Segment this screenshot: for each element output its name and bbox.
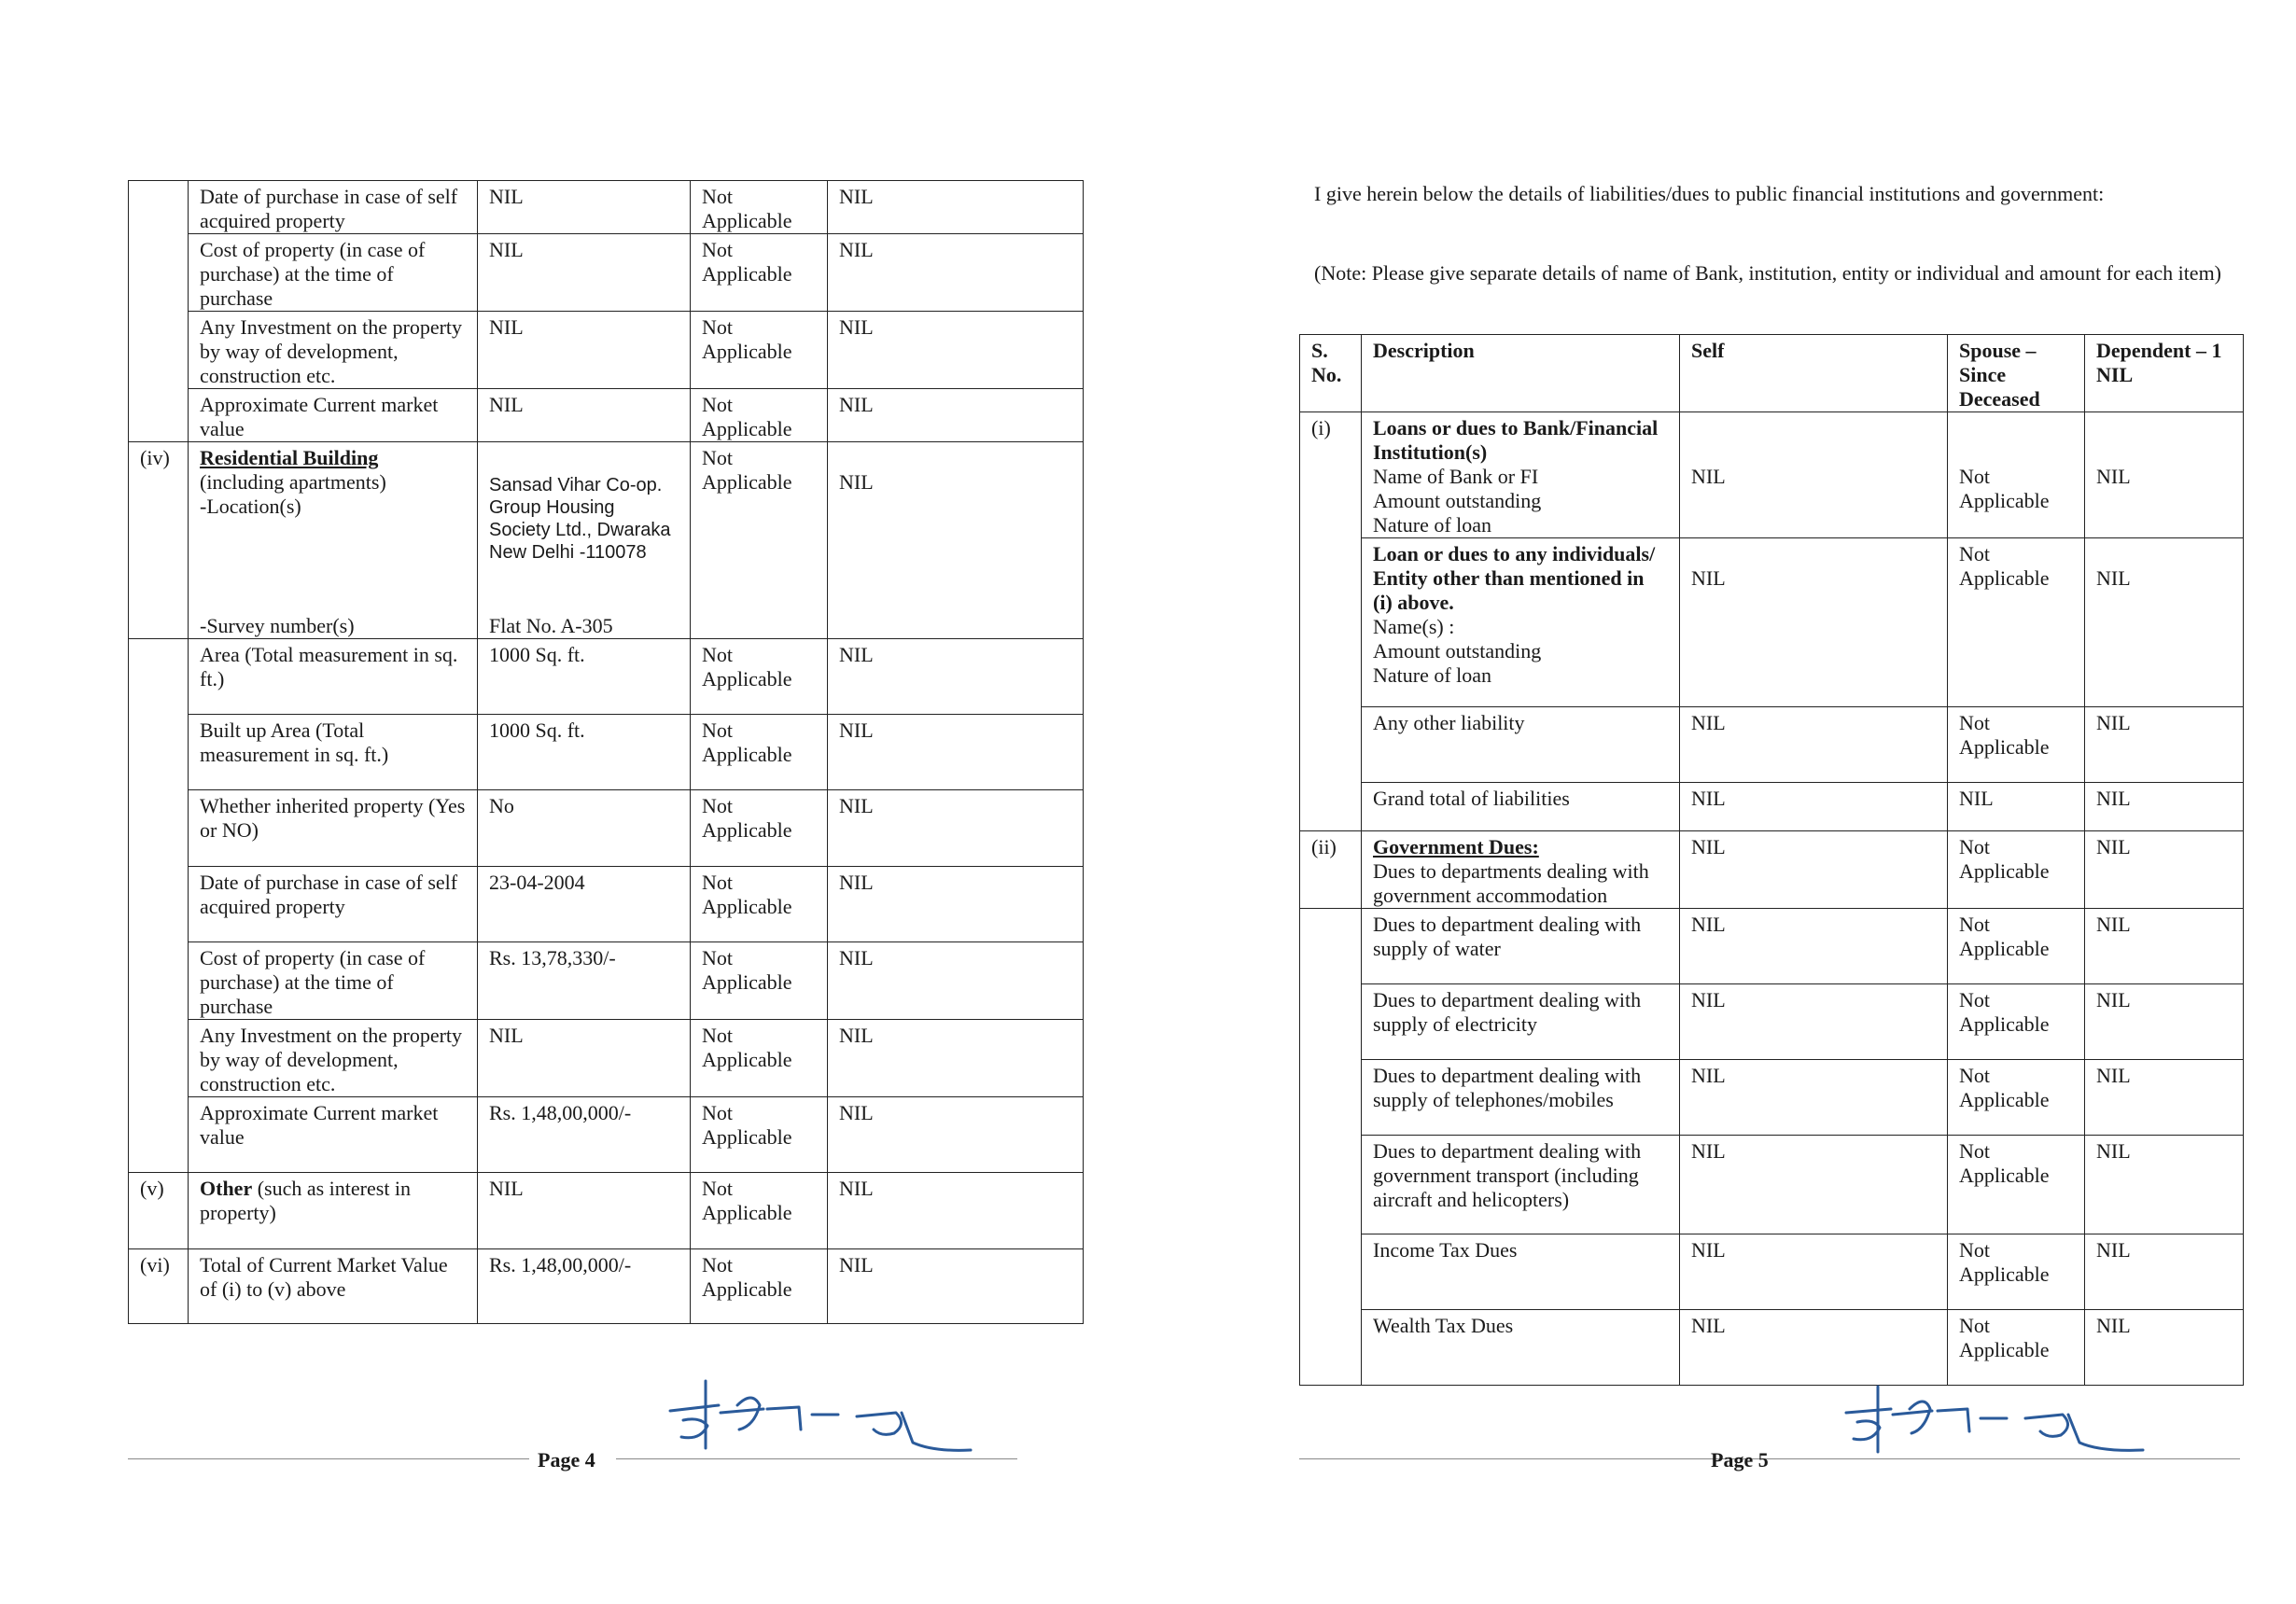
table-row [129, 1020, 1084, 1097]
row-label: Dues to department dealing with supply of electricity [1362, 984, 1680, 1060]
signature [1839, 1381, 2156, 1465]
grand-total-row [1300, 783, 2244, 831]
table-row [1300, 984, 2244, 1060]
dependent-value: NIL [828, 790, 1084, 867]
self-value: NIL [478, 1173, 691, 1249]
dependent-cell [2085, 412, 2244, 538]
row-label: Dues to department dealing with supply of telephones/mobiles [1362, 1060, 1680, 1136]
serial-number: (ii) [1300, 831, 1362, 909]
spouse-value: NIL [1948, 783, 2085, 831]
table-row [129, 942, 1084, 1020]
intro-text: I give herein below the details of liabilities/dues to public financial institutions and government: [1314, 182, 2105, 205]
table-row [129, 234, 1084, 312]
self-value: NIL [478, 312, 691, 389]
page-5 [1148, 0, 2296, 1604]
footer-rule-left [128, 1458, 529, 1459]
liabilities-table [1299, 334, 2244, 1386]
dependent-value: NIL [828, 1097, 1084, 1173]
residential-label-cell [189, 442, 478, 639]
spouse-value: Not Applicable [691, 312, 828, 389]
dependent-value: NIL [828, 234, 1084, 312]
loans-line: Amount outstanding [1373, 489, 1542, 512]
flat-value: Flat No. A-305 [489, 614, 613, 637]
dependent-cell [2085, 538, 2244, 707]
loans-description [1362, 412, 1680, 538]
dependent-value: NIL [828, 867, 1084, 942]
spouse-value: Not Applicable [691, 234, 828, 312]
self-value: NIL [1680, 1310, 1948, 1386]
serial-cell [129, 181, 189, 442]
row-label: Grand total of liabilities [1362, 783, 1680, 831]
row-label-cell [189, 1173, 478, 1249]
spouse-value: Not Applicable [691, 1097, 828, 1173]
serial-number: (i) [1300, 412, 1362, 831]
serial-number: (v) [129, 1173, 189, 1249]
row-label: Approximate Current market value [189, 389, 478, 442]
signature [663, 1372, 980, 1465]
self-value: Rs. 1,48,00,000/- [478, 1097, 691, 1173]
page-number: Page 4 [538, 1448, 595, 1471]
dependent-value: NIL [2085, 707, 2244, 783]
spouse-value: Not Applicable [1948, 831, 2085, 909]
total-row [129, 1249, 1084, 1324]
dependent-value: NIL [828, 715, 1084, 790]
spouse-value: Not Applicable [1948, 1060, 2085, 1136]
dependent-cell [828, 442, 1084, 639]
dependent-value: NIL [2085, 984, 2244, 1060]
row-label: Income Tax Dues [1362, 1234, 1680, 1310]
spouse-value: Not Applicable [1948, 1234, 2085, 1310]
spouse-value: Not Applicable [691, 1173, 828, 1249]
dependent-value: NIL [2085, 831, 2244, 909]
row-label: Dues to department dealing with government transport (including aircraft and helicopters) [1362, 1136, 1680, 1234]
dependent-value: NIL [828, 942, 1084, 1020]
self-value: NIL [478, 234, 691, 312]
self-value: NIL [1680, 831, 1948, 909]
dependent-value: NIL [2096, 465, 2131, 488]
spouse-value: Not Applicable [691, 442, 828, 639]
table-row [1300, 1234, 2244, 1310]
table-header-row [1300, 335, 2244, 412]
spouse-value: Not Applicable [1948, 909, 2085, 984]
self-value: NIL [1680, 984, 1948, 1060]
self-cell [1680, 538, 1948, 707]
header-sno: S. No. [1300, 335, 1362, 412]
dependent-value: NIL [2085, 783, 2244, 831]
government-dues-row [1300, 831, 2244, 909]
row-label: Date of purchase in case of self acquired property [189, 867, 478, 942]
serial-cell [1300, 909, 1362, 1386]
table-row [1300, 909, 2244, 984]
self-value: 1000 Sq. ft. [478, 639, 691, 715]
other-label-rest: (such as interest in property) [200, 1177, 412, 1224]
spouse-value: Not Applicable [691, 1249, 828, 1324]
total-label: Total of Current Market Value of (i) to (v) above [189, 1249, 478, 1324]
other-liability-row [1300, 707, 2244, 783]
dependent-value: NIL [2085, 1310, 2244, 1386]
spouse-value: Not Applicable [1948, 707, 2085, 783]
self-value: No [478, 790, 691, 867]
self-value: 1000 Sq. ft. [478, 715, 691, 790]
spouse-value: Not Applicable [1948, 1136, 2085, 1234]
row-label: Built up Area (Total measurement in sq. ft.) [189, 715, 478, 790]
header-description: Description [1362, 335, 1680, 412]
residential-self-cell [478, 442, 691, 639]
self-value: NIL [478, 181, 691, 234]
loans-line: Nature of loan [1373, 513, 1492, 537]
loans-title: Loans or dues to Bank/Financial Institution(s) [1373, 416, 1659, 464]
location-label: -Location(s) [200, 495, 301, 518]
dependent-value: NIL [828, 1173, 1084, 1249]
table-row [129, 790, 1084, 867]
self-value: Rs. 13,78,330/- [478, 942, 691, 1020]
loans-row [1300, 412, 2244, 538]
spouse-cell [1948, 412, 2085, 538]
table-row [129, 867, 1084, 942]
self-value: NIL [1680, 1136, 1948, 1234]
spouse-value: Not Applicable [1948, 538, 2085, 707]
individuals-description [1362, 538, 1680, 707]
residential-title: Residential Building [200, 446, 379, 469]
table-row [129, 639, 1084, 715]
dependent-value: NIL [828, 1020, 1084, 1097]
header-self: Self [1680, 335, 1948, 412]
survey-label: -Survey number(s) [200, 614, 355, 637]
other-label-bold: Other [200, 1177, 253, 1200]
row-label: Cost of property (in case of purchase) at the time of purchase [189, 942, 478, 1020]
gov-dues-title: Government Dues: [1373, 835, 1539, 858]
dependent-value: NIL [2096, 566, 2131, 590]
location-value: Sansad Vihar Co-op. Group Housing Society Ltd., Dwaraka New Delhi -110078 [489, 475, 671, 563]
self-value: Rs. 1,48,00,000/- [478, 1249, 691, 1324]
dependent-value: NIL [828, 1249, 1084, 1324]
table-row [129, 181, 1084, 234]
spouse-value: Not Applicable [691, 389, 828, 442]
loans-line: Name of Bank or FI [1373, 465, 1539, 488]
spouse-value: Not Applicable [1948, 984, 2085, 1060]
dependent-value: NIL [2085, 1234, 2244, 1310]
spouse-value: Not Applicable [1959, 465, 2050, 512]
table-row [129, 389, 1084, 442]
row-label: Dues to department dealing with supply of water [1362, 909, 1680, 984]
spouse-value: Not Applicable [691, 790, 828, 867]
row-label: Any other liability [1362, 707, 1680, 783]
spouse-value: Not Applicable [691, 867, 828, 942]
self-value: NIL [1680, 783, 1948, 831]
dependent-value: NIL [828, 312, 1084, 389]
dependent-value: NIL [828, 181, 1084, 234]
spouse-value: Not Applicable [691, 1020, 828, 1097]
individuals-line: Amount outstanding [1373, 639, 1542, 663]
self-value: NIL [1680, 707, 1948, 783]
self-value: NIL [478, 389, 691, 442]
header-dependent: Dependent – 1 NIL [2085, 335, 2244, 412]
individuals-title: Loan or dues to any individuals/ Entity other than mentioned in (i) above. [1373, 542, 1656, 614]
row-label: Approximate Current market value [189, 1097, 478, 1173]
gov-dues-description [1362, 831, 1680, 909]
serial-number: (vi) [129, 1249, 189, 1324]
individuals-row [1300, 538, 2244, 707]
table-row [1300, 1060, 2244, 1136]
individuals-line: Nature of loan [1373, 663, 1492, 687]
table-row [1300, 1136, 2244, 1234]
row-label: Area (Total measurement in sq. ft.) [189, 639, 478, 715]
table-row [1300, 1310, 2244, 1386]
dependent-value: NIL [2085, 909, 2244, 984]
spouse-value: Not Applicable [691, 181, 828, 234]
other-row [129, 1173, 1084, 1249]
row-label: Any Investment on the property by way of development, construction etc. [189, 1020, 478, 1097]
self-value: NIL [1680, 1234, 1948, 1310]
dependent-value: NIL [828, 389, 1084, 442]
self-value: NIL [1691, 566, 1726, 590]
self-value: 23-04-2004 [478, 867, 691, 942]
residential-subtitle: (including apartments) [200, 470, 386, 494]
spouse-value: Not Applicable [691, 715, 828, 790]
gov-dues-first-label: Dues to departments dealing with government accommodation [1373, 859, 1649, 907]
header-spouse: Spouse – Since Deceased [1948, 335, 2085, 412]
page-number: Page 5 [1711, 1448, 1769, 1471]
serial-number: (iv) [129, 442, 189, 639]
note-text: (Note: Please give separate details of name of Bank, institution, entity or individual and amount for each item) [1314, 261, 2222, 285]
dependent-value: NIL [2085, 1060, 2244, 1136]
self-cell [1680, 412, 1948, 538]
immovable-assets-table [128, 180, 1084, 1324]
row-label: Date of purchase in case of self acquired property [189, 181, 478, 234]
dependent-value: NIL [2085, 1136, 2244, 1234]
self-value: NIL [1680, 1060, 1948, 1136]
table-row [129, 312, 1084, 389]
table-row [129, 1097, 1084, 1173]
row-label: Cost of property (in case of purchase) at the time of purchase [189, 234, 478, 312]
dependent-value: NIL [839, 470, 874, 494]
row-label: Whether inherited property (Yes or NO) [189, 790, 478, 867]
spouse-value: Not Applicable [691, 639, 828, 715]
self-value: NIL [478, 1020, 691, 1097]
self-value: NIL [1680, 909, 1948, 984]
individuals-line: Name(s) : [1373, 615, 1455, 638]
serial-cell [129, 639, 189, 1173]
spouse-value: Not Applicable [1948, 1310, 2085, 1386]
row-label: Any Investment on the property by way of development, construction etc. [189, 312, 478, 389]
self-value: NIL [1691, 465, 1726, 488]
residential-building-row [129, 442, 1084, 639]
dependent-value: NIL [828, 639, 1084, 715]
table-row [129, 715, 1084, 790]
spouse-value: Not Applicable [691, 942, 828, 1020]
row-label: Wealth Tax Dues [1362, 1310, 1680, 1386]
